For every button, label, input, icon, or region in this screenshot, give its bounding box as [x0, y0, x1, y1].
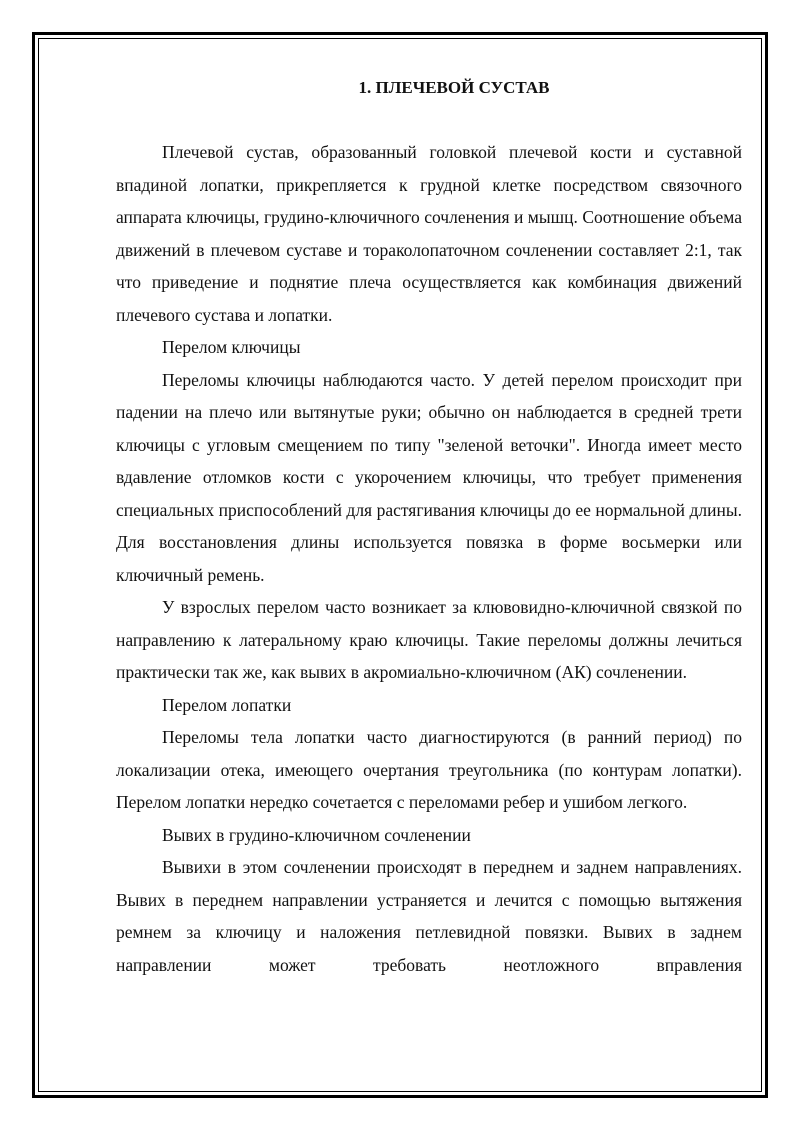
subheading-sternoclavicular-dislocation: Вывих в грудино-ключичном сочленении: [162, 824, 471, 845]
paragraph-shoulder-intro: Плечевой сустав, образованный головкой плечевой кости и суставной впадиной лопатки, прикрепляется к грудной клетке посредством связочного аппарата ключицы, грудино-ключичного сочленения и мышц. Соотношение объема движений в плечевом суставе и тораколопаточном сочленении составляет 2:1, так что приведение и поднятие плеча осуществляется как комбинация движений плечевого сустава и лопатки.: [116, 142, 742, 325]
subheading-clavicle-fracture: Перелом ключицы: [162, 337, 301, 357]
subheading-scapula-fracture: Перелом лопатки: [162, 694, 292, 715]
paragraph-scapula-fracture: Переломы тела лопатки часто диагностируются (в ранний период) по локализации отека, имеющего очертания треугольника (по контурам лопатки). Перелом лопатки нередко сочетается с переломами ребер и ушибом легкого.: [116, 727, 742, 812]
title-spacer: [116, 104, 742, 136]
document-body: [116, 72, 742, 981]
paragraph-clavicle-fracture: Переломы ключицы наблюдаются часто. У детей перелом происходит при падении на плечо или вытянутые руки; обычно он наблюдается в средней трети ключицы с угловым смещением по типу "зеленой веточки". Иногда имеет место вдавление отломков кости с укорочением ключицы, что требует применения специальных приспособлений для растягивания ключицы до ее нормальной длины. Для восстановления длины используется повязка в форме восьмерки или ключичный ремень.: [116, 369, 742, 585]
paragraph-adult-clavicle-fracture: У взрослых перелом часто возникает за клювовидно-ключичной связкой по направлению к латеральному краю ключицы. Такие переломы должны лечиться практически так же, как вывих в акромиально-ключичном (АК) сочленении.: [116, 597, 742, 682]
paragraph-sternoclavicular-dislocation: Вывихи в этом сочленении происходят в переднем и заднем направлениях. Вывих в переднем направлении устраняется и лечится с помощью вытяжения ремнем за ключицу и наложения петлевидной повязки. Вывих в заднем направлении может требовать неотложного вправления: [116, 857, 742, 975]
section-title: 1. ПЛЕЧЕВОЙ СУСТАВ: [358, 78, 550, 97]
